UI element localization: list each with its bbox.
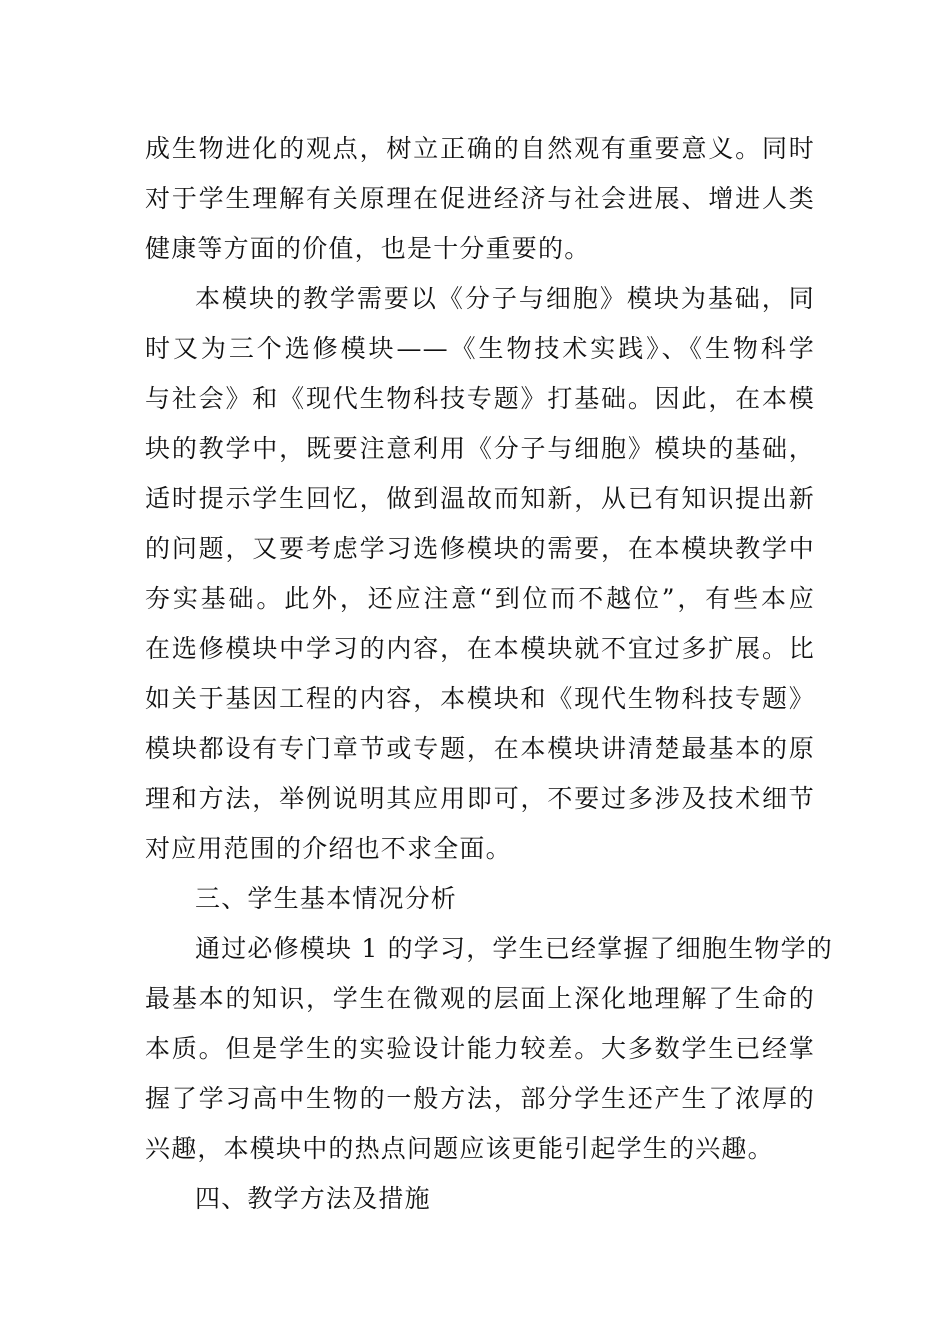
text-line: 夯实基础。此外，还应注意“到位而不越位”，有些本应: [145, 584, 815, 613]
text-line: 本质。但是学生的实验设计能力较差。大多数学生已经掌: [145, 1034, 815, 1063]
text-line: 健康等方面的价值，也是十分重要的。: [145, 234, 591, 263]
text-line: 最基本的知识，学生在微观的层面上深化地理解了生命的: [145, 984, 815, 1013]
text-line: 成生物进化的观点，树立正确的自然观有重要意义。同时: [145, 134, 815, 163]
text-line: 与社会》和《现代生物科技专题》打基础。因此，在本模: [145, 384, 815, 413]
text-line: 对于学生理解有关原理在促进经济与社会进展、增进人类: [145, 184, 815, 213]
text-line: 模块都设有专门章节或专题，在本模块讲清楚最基本的原: [145, 734, 815, 763]
section-heading: 三、学生基本情况分析: [195, 884, 458, 913]
text-line: 理和方法，举例说明其应用即可，不要过多涉及技术细节: [145, 784, 815, 813]
text-line: 兴趣，本模块中的热点问题应该更能引起学生的兴趣。: [145, 1134, 774, 1163]
text-line: 的问题，又要考虑学习选修模块的需要，在本模块教学中: [145, 534, 815, 563]
text-line: 适时提示学生回忆，做到温故而知新，从已有知识提出新: [145, 484, 815, 513]
text-line: 握了学习高中生物的一般方法，部分学生还产生了浓厚的: [145, 1084, 815, 1113]
section-heading: 四、教学方法及措施: [195, 1184, 431, 1213]
text-line: 如关于基因工程的内容，本模块和《现代生物科技专题》: [145, 684, 815, 713]
paragraph-start-line: 本模块的教学需要以《分子与细胞》模块为基础，同: [195, 284, 815, 313]
paragraph-start-line: 通过必修模块 1 的学习，学生已经掌握了细胞生物学的: [195, 934, 834, 963]
text-line: 块的教学中，既要注意利用《分子与细胞》模块的基础，: [145, 434, 815, 463]
text-line: 对应用范围的介绍也不求全面。: [145, 834, 512, 863]
text-line: 在选修模块中学习的内容，在本模块就不宜过多扩展。比: [145, 634, 815, 663]
text-line: 时又为三个选修模块——《生物技术实践》、《生物科学: [145, 334, 815, 363]
